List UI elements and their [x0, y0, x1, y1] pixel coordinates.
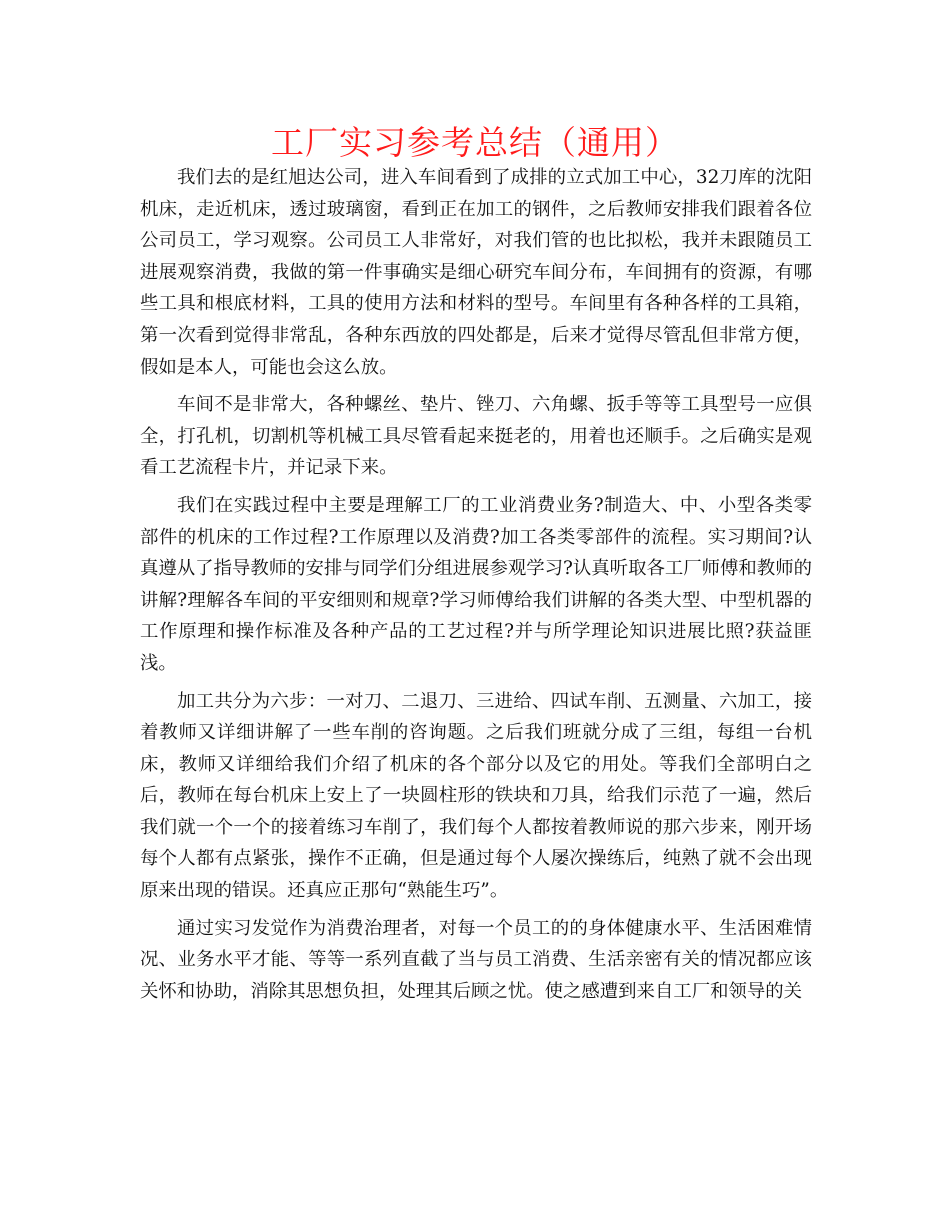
paragraph-3: 我们在实践过程中主要是理解工厂的工业消费业务?制造大、中、小型各类零部件的机床的工作过程?工作原理以及消费?加工各类零部件的流程。实习期间?认真遵从了指导教师的安排与同学们分组进展参观学习?认真听取各工厂师傅和教师的讲解?理解各车间的平安细则和规章?学习师傅给我们讲解的各类大型、中型机器的工作原理和操作标准及各种产品的工艺过程?并与所学理论知识进展比照?获益匪浅。	[140, 494, 812, 674]
paragraph-1: 我们去的是红旭达公司，进入车间看到了成排的立式加工中心，32刀库的沈阳机床，走近机床，透过玻璃窗，看到正在加工的钢件，之后教师安排我们跟着各位公司员工，学习观察。公司员工人非常好，对我们管的也比拟松，我并未跟随员工进展观察消费，我做的第一件事确实是细心研究车间分布，车间拥有的资源，有哪些工具和根底材料，工具的使用方法和材料的型号。车间里有各种各样的工具箱，第一次看到觉得非常乱，各种东西放的四处都是，后来才觉得尽管乱但非常方便，假如是本人，可能也会这么放。	[140, 167, 812, 378]
paragraph-2: 车间不是非常大，各种螺丝、垫片、锉刀、六角螺、扳手等等工具型号一应俱全，打孔机，切割机等机械工具尽管看起来挺老的，用着也还顺手。之后确实是观看工艺流程卡片，并记录下来。	[140, 394, 812, 479]
paragraph-5: 通过实习发觉作为消费治理者，对每一个员工的的身体健康水平、生活困难情况、业务水平才能、等等一系列直截了当与员工消费、生活亲密有关的情况都应该关怀和协助，消除其思想负担，处理其后顾之忧。使之感遭到来自工厂和领导的关	[140, 917, 812, 1002]
document-body	[140, 162, 812, 1013]
document-title: 工厂实习参考总结（通用）	[271, 123, 679, 162]
paragraph-4: 加工共分为六步：一对刀、二退刀、三进给、四试车削、五测量、六加工，接着教师又详细讲解了一些车削的咨询题。之后我们班就分成了三组，每组一台机床，教师又详细给我们介绍了机床的各个部分以及它的用处。等我们全部明白之后，教师在每台机床上安上了一块圆柱形的铁块和刀具，给我们示范了一遍，然后我们就一个一个的接着练习车削了，我们每个人都按着教师说的那六步来，刚开场每个人都有点紧张，操作不正确，但是通过每个人屡次操练后，纯熟了就不会出现原来出现的错误。还真应正那句“熟能生巧”。	[140, 690, 812, 902]
